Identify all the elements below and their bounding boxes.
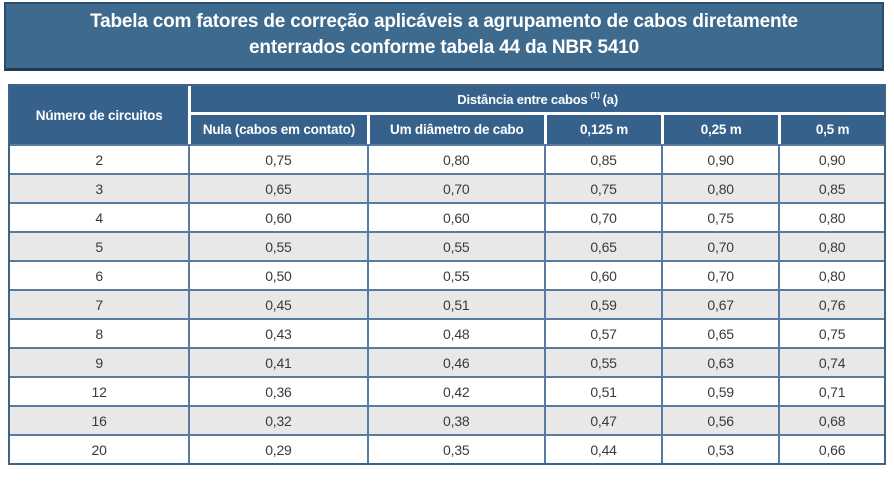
factor-cell: 0,70	[661, 231, 778, 260]
factor-cell: 0,59	[661, 376, 778, 405]
factor-cell: 0,60	[367, 202, 544, 231]
table-row	[10, 347, 884, 376]
correction-factors-table	[10, 86, 884, 463]
table-title-banner	[4, 2, 884, 71]
factor-cell: 0,44	[544, 434, 661, 463]
factor-cell: 0,55	[544, 347, 661, 376]
factor-cell: 0,51	[544, 376, 661, 405]
factor-cell: 0,85	[544, 144, 661, 173]
factor-cell: 0,46	[367, 347, 544, 376]
factor-cell: 0,85	[778, 173, 884, 202]
factor-cell: 0,45	[188, 289, 366, 318]
factor-cell: 0,51	[367, 289, 544, 318]
factor-cell: 0,80	[778, 202, 884, 231]
factor-cell: 0,36	[188, 376, 366, 405]
factor-cell: 0,75	[778, 318, 884, 347]
table-row	[10, 260, 884, 289]
factor-cell: 0,90	[661, 144, 778, 173]
circuit-count-cell: 2	[10, 144, 188, 173]
group-header-footnote-marker: (1)	[590, 91, 600, 100]
circuit-count-cell: 3	[10, 173, 188, 202]
column-header-circuit-count: Número de circuitos	[10, 86, 188, 144]
circuit-count-cell: 16	[10, 405, 188, 434]
factor-cell: 0,66	[778, 434, 884, 463]
factor-cell: 0,70	[367, 173, 544, 202]
factor-cell: 0,55	[188, 231, 366, 260]
table-row	[10, 289, 884, 318]
column-header-distance-diametro: Um diâmetro de cabo	[367, 115, 544, 144]
factor-cell: 0,75	[188, 144, 366, 173]
column-group-header-distance	[188, 86, 884, 115]
factor-cell: 0,75	[661, 202, 778, 231]
factor-cell: 0,80	[778, 260, 884, 289]
circuit-count-cell: 12	[10, 376, 188, 405]
factor-cell: 0,41	[188, 347, 366, 376]
factor-cell: 0,35	[367, 434, 544, 463]
factor-cell: 0,65	[188, 173, 366, 202]
factor-cell: 0,29	[188, 434, 366, 463]
table-row	[10, 434, 884, 463]
factor-cell: 0,80	[661, 173, 778, 202]
factor-cell: 0,43	[188, 318, 366, 347]
column-header-distance-025m: 0,25 m	[661, 115, 778, 144]
factor-cell: 0,42	[367, 376, 544, 405]
factor-cell: 0,71	[778, 376, 884, 405]
table-row	[10, 202, 884, 231]
table-title: Tabela com fatores de correção aplicáveis a agrupamento de cabos diretamente enterrados conforme tabela 44 da NBR 5410	[90, 11, 798, 58]
factor-cell: 0,70	[544, 202, 661, 231]
table-row	[10, 376, 884, 405]
circuit-count-cell: 20	[10, 434, 188, 463]
factor-cell: 0,65	[661, 318, 778, 347]
factor-cell: 0,55	[367, 260, 544, 289]
table-row	[10, 318, 884, 347]
group-header-text: Distância entre cabos	[457, 92, 588, 107]
factor-cell: 0,57	[544, 318, 661, 347]
factor-cell: 0,63	[661, 347, 778, 376]
factor-cell: 0,60	[188, 202, 366, 231]
table-row	[10, 231, 884, 260]
factor-cell: 0,68	[778, 405, 884, 434]
factor-cell: 0,48	[367, 318, 544, 347]
correction-factors-table-container	[8, 84, 886, 465]
factor-cell: 0,53	[661, 434, 778, 463]
factor-cell: 0,32	[188, 405, 366, 434]
column-header-distance-nula: Nula (cabos em contato)	[188, 115, 366, 144]
factor-cell: 0,59	[544, 289, 661, 318]
table-row	[10, 405, 884, 434]
group-header-suffix: (a)	[602, 92, 618, 107]
column-header-distance-0125m: 0,125 m	[544, 115, 661, 144]
circuit-count-cell: 8	[10, 318, 188, 347]
factor-cell: 0,74	[778, 347, 884, 376]
factor-cell: 0,70	[661, 260, 778, 289]
factor-cell: 0,76	[778, 289, 884, 318]
factor-cell: 0,55	[367, 231, 544, 260]
table-header	[10, 86, 884, 144]
factor-cell: 0,80	[778, 231, 884, 260]
factor-cell: 0,65	[544, 231, 661, 260]
circuit-count-cell: 6	[10, 260, 188, 289]
circuit-count-cell: 7	[10, 289, 188, 318]
table-body	[10, 144, 884, 463]
factor-cell: 0,56	[661, 405, 778, 434]
factor-cell: 0,38	[367, 405, 544, 434]
table-row	[10, 144, 884, 173]
factor-cell: 0,67	[661, 289, 778, 318]
factor-cell: 0,60	[544, 260, 661, 289]
circuit-count-cell: 5	[10, 231, 188, 260]
factor-cell: 0,47	[544, 405, 661, 434]
factor-cell: 0,90	[778, 144, 884, 173]
factor-cell: 0,50	[188, 260, 366, 289]
table-row	[10, 173, 884, 202]
factor-cell: 0,75	[544, 173, 661, 202]
factor-cell: 0,80	[367, 144, 544, 173]
column-header-distance-05m: 0,5 m	[778, 115, 884, 144]
circuit-count-cell: 4	[10, 202, 188, 231]
circuit-count-cell: 9	[10, 347, 188, 376]
